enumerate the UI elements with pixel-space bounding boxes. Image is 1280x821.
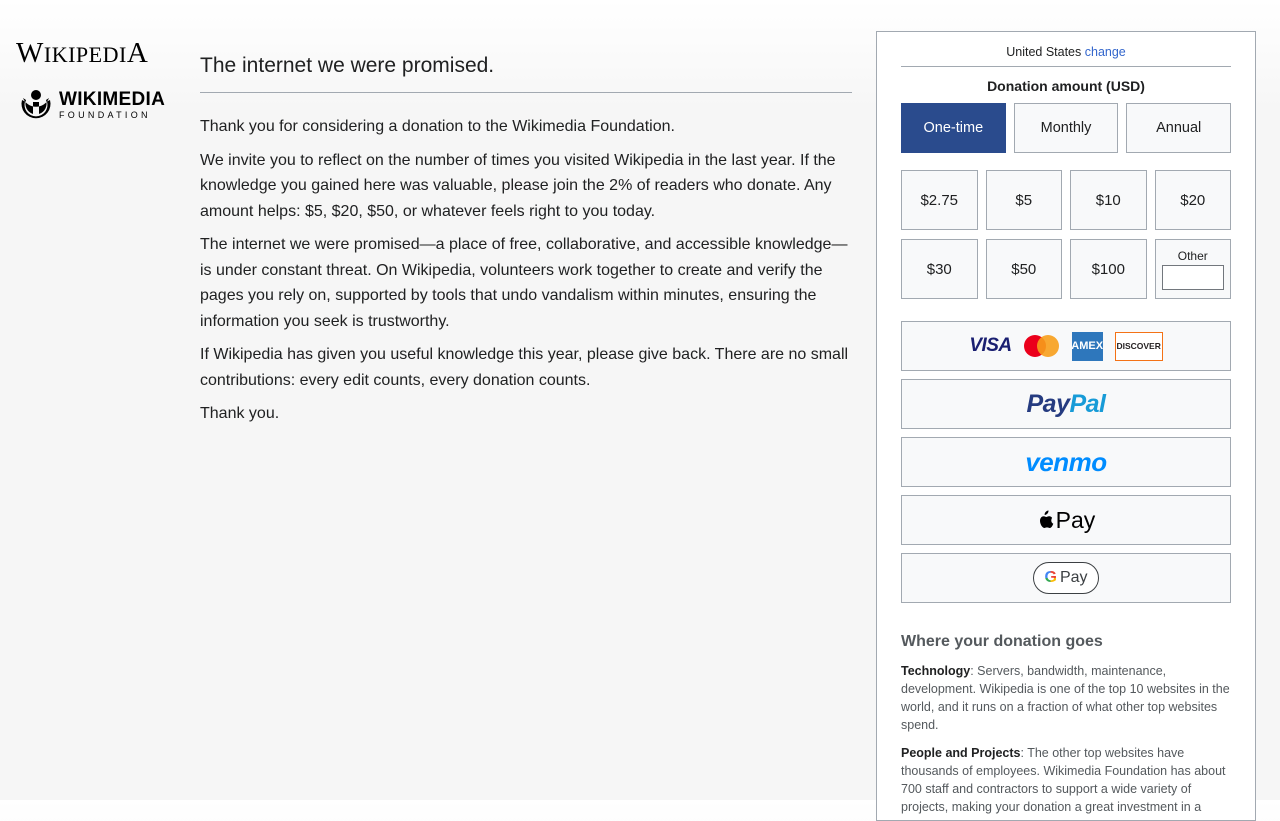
card-payment-button[interactable] xyxy=(901,321,1231,371)
amount-button[interactable]: $100 xyxy=(1070,239,1147,299)
wikimedia-sub: FOUNDATION xyxy=(59,110,151,120)
venmo-icon: venmo xyxy=(1025,446,1107,477)
apple-icon xyxy=(1037,510,1054,530)
other-amount-label: Other xyxy=(1177,249,1208,263)
mastercard-icon xyxy=(1024,335,1060,357)
where-donation-goes-heading: Where your donation goes xyxy=(901,633,1103,650)
wikimedia-logo-icon xyxy=(19,88,53,122)
google-pay-icon xyxy=(1033,562,1098,594)
google-pay-label: Pay xyxy=(1059,569,1088,586)
article xyxy=(200,52,852,427)
wikipedia-wordmark[interactable]: WIKIPEDIA xyxy=(16,37,149,69)
donation-panel xyxy=(876,31,1256,821)
article-paragraph: Thank you for considering a donation to the Wikimedia Foundation. xyxy=(200,118,675,135)
apple-pay-icon xyxy=(1037,507,1096,534)
google-g-icon: G xyxy=(1044,569,1057,586)
amount-button[interactable]: $5 xyxy=(986,170,1063,230)
frequency-one-time-button[interactable]: One-time xyxy=(901,103,1006,153)
paypal-icon: PayPal xyxy=(1026,389,1106,418)
amount-options xyxy=(901,170,1231,299)
amount-button[interactable]: $30 xyxy=(901,239,978,299)
article-paragraph: Thank you. xyxy=(200,405,280,422)
logos xyxy=(16,38,178,122)
apple-pay-label: Pay xyxy=(1055,506,1096,533)
other-amount-option[interactable] xyxy=(1155,239,1232,299)
venmo-button[interactable] xyxy=(901,437,1231,487)
apple-pay-button[interactable] xyxy=(901,495,1231,545)
google-pay-button[interactable] xyxy=(901,553,1231,603)
amex-icon: AMEX xyxy=(1072,332,1103,361)
article-paragraph: We invite you to reflect on the number of times you visited Wikipedia in the last year. If the knowledge you gained here was valuable, please join the 2% of readers who donate. Any amount helps: $5, $20, $50, or whatever feels right to you today. xyxy=(200,151,836,220)
article-paragraph: If Wikipedia has given you useful knowledge this year, please give back. There are no small contributions: every edit counts, every donation counts. xyxy=(200,346,849,389)
visa-icon: VISA xyxy=(969,335,1012,356)
country-row xyxy=(901,32,1231,67)
where-item-people: People and Projects: The other top websites have thousands of employees. Wikimedia Foundation has about 700 staff and contractors to support a wide variety of projects, making your donation a great investment in a xyxy=(901,746,1226,814)
page-title: The internet we were promised. xyxy=(200,52,852,93)
frequency-selector xyxy=(901,103,1231,153)
frequency-monthly-button[interactable]: Monthly xyxy=(1014,103,1119,153)
amount-button[interactable]: $2.75 xyxy=(901,170,978,230)
donation-amount-label: Donation amount (USD) xyxy=(987,78,1145,94)
amount-button[interactable]: $10 xyxy=(1070,170,1147,230)
country-name: United States xyxy=(1006,45,1082,59)
change-country-link[interactable]: change xyxy=(1084,45,1126,59)
wikimedia-logo[interactable] xyxy=(19,88,178,122)
payment-methods xyxy=(901,321,1231,603)
discover-icon: DISCOVER xyxy=(1115,332,1163,361)
amount-button[interactable]: $50 xyxy=(986,239,1063,299)
article-paragraph: The internet we were promised—a place of free, collaborative, and accessible knowledge—is under constant threat. On Wikipedia, volunteers work together to create and verify the pages you rely on, supported by tools that undo vandalism within minutes, ensuring the information you seek is trustworthy. xyxy=(200,236,848,330)
other-amount-input[interactable] xyxy=(1162,265,1224,290)
where-item-technology: Technology: Servers, bandwidth, maintenance, development. Wikipedia is one of the top 10 websites in the world, and it runs on a fraction of what other top websites spend. xyxy=(901,664,1230,732)
frequency-annual-button[interactable]: Annual xyxy=(1126,103,1231,153)
wikimedia-name: WIKIMEDIA xyxy=(59,89,166,110)
amount-button[interactable]: $20 xyxy=(1155,170,1232,230)
paypal-button[interactable] xyxy=(901,379,1231,429)
